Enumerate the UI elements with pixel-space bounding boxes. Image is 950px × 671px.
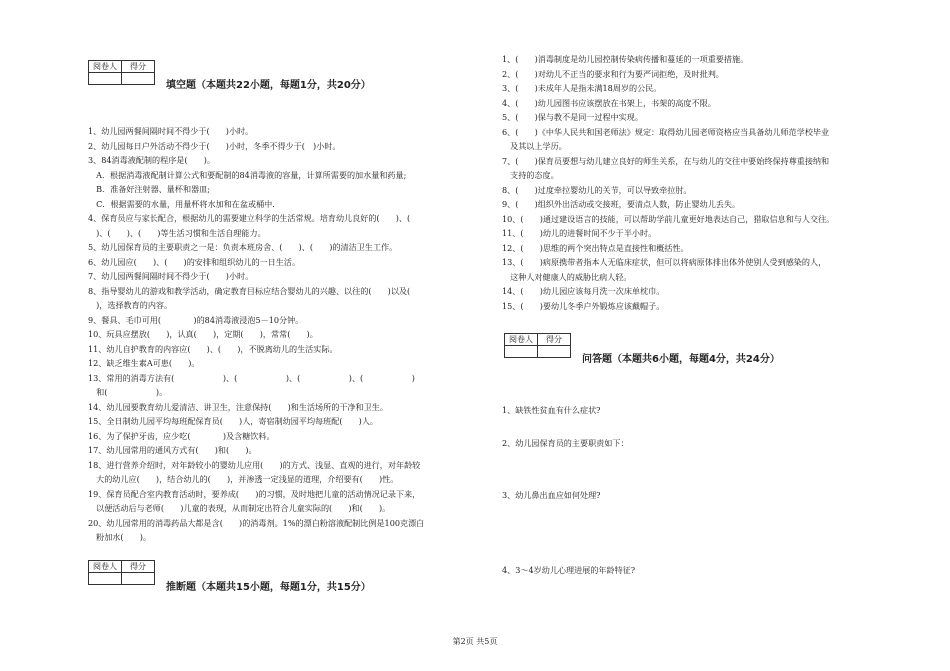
score-box-fill <box>88 60 155 85</box>
judge-question-line: 这种人对健康人的威胁比病人轻。 <box>502 271 632 282</box>
judge-question-line: 8、( )过度牵拉婴幼儿的关节，可以导致牵拉肘。 <box>502 184 692 195</box>
judge-question-line: 及其以上学历。 <box>502 141 567 151</box>
fill-question-line: 7、幼儿园两餐间隔时间不得少于( )小时。 <box>88 271 254 281</box>
fill-question-line: 8、指导婴幼儿的游戏和教学活动，确定教育目标应结合婴幼儿的兴趣、以往的( )以及( <box>88 285 427 296</box>
judge-question-line: 12、( )思维的两个突出特点是直接性和概括性。 <box>502 242 689 253</box>
fill-question-line: 3、84消毒液配制的程序是( )。 <box>88 155 215 165</box>
qa-question-line: 1、缺铁性贫血有什么症状? <box>502 405 601 415</box>
fill-question-line: 15、全日制幼儿园平均每班配保育员( )人，寄宿制幼园平均每班配( )人。 <box>88 416 379 426</box>
judge-question-line: 9、( )组织外出活动或交接班，要清点人数，防止婴幼儿丢失。 <box>502 199 741 209</box>
fill-question-line: 5、幼儿园保育员的主要职责之一是：负责本班房舍、( )、( )的清洁卫生工作。 <box>88 242 398 252</box>
section-title-fill: 填空题（本题共22小题，每题1分，共20分） <box>166 80 371 91</box>
judge-question-line: 10、( )通过建设语言的技能，可以帮助学前儿童更好地表达自己，猎取信息和与人交往。 <box>502 213 835 224</box>
fill-question-line: 16、为了保护牙齿，应少吃( )及含糖饮料。 <box>88 430 275 441</box>
score-cell[interactable] <box>122 73 155 85</box>
reviewer-cell[interactable] <box>89 73 122 85</box>
judge-question-line: 支持的态度。 <box>502 170 559 180</box>
fill-question-line: 19、保育员配合室内教育活动时，要养成( )的习惯，及时地把儿童的活动情况记录下来， <box>88 488 421 499</box>
fill-question-line: 4、保育员应与家长配合，根据幼儿的需要建立科学的生活常规。培育幼儿良好的( )、( <box>88 213 427 223</box>
judge-question-line: 2、( )对幼儿不正当的要求和行为要严词拒绝，及时批判。 <box>502 68 724 79</box>
score-cell[interactable] <box>122 573 155 585</box>
reviewer-cell[interactable] <box>89 573 122 585</box>
score-box-judge <box>88 560 155 585</box>
judge-question-line: 4、( )幼儿园图书应该摆放在书架上，书架的高度不限。 <box>502 97 716 108</box>
fill-question-line: 13、常用的消毒方法有( )、( )、( )、( ) <box>88 372 415 383</box>
reviewer-label: 阅卷人 <box>505 334 538 346</box>
fill-question-line: 9、餐具、毛巾可用( )的84消毒液浸泡5－10分钟。 <box>88 314 304 325</box>
fill-question-line: 18、进行营养介绍时，对年龄较小的婴幼儿应用( )的方式、浅显、直观的进行，对年龄较 <box>88 459 421 470</box>
fill-question-line: )，选择教育的内容。 <box>88 300 173 310</box>
judge-question-line: 15、( )要幼儿冬季户外锻炼应该戴帽子。 <box>502 300 665 311</box>
fill-question-line: B．准备好注射器、量杯和器皿; <box>88 184 210 194</box>
judge-question-line: 14、( )幼儿园应该每月洗一次床单枕巾。 <box>502 286 665 296</box>
section-title-judge: 推断题（本题共15小题，每题1分，共15分） <box>166 582 371 593</box>
score-label: 得分 <box>122 61 155 73</box>
fill-question-line: 以便活动后与老师( )儿童的表现，从而制定出符合儿童实际的( )和( )。 <box>88 503 391 513</box>
judge-question-line: 1、( )消毒制度是幼儿园控制传染病传播和蔓延的一项重要措施。 <box>502 54 749 64</box>
score-label: 得分 <box>122 561 155 573</box>
judge-question-line: 5、( )保与教不是同一过程中实现。 <box>502 112 643 122</box>
fill-question-line: 11、幼儿自护教育的内容应( )、( )，不脱离幼儿的生活实际。 <box>88 343 338 354</box>
fill-question-line: 6、幼儿园应( )、( )的安排和组织幼儿的一日生活。 <box>88 256 301 267</box>
reviewer-label: 阅卷人 <box>89 561 122 573</box>
qa-question-line: 2、幼儿园保育员的主要职责如下： <box>502 438 629 448</box>
qa-question-line: 3、幼儿鼻出血应如何处理? <box>502 490 601 500</box>
score-cell[interactable] <box>538 346 571 358</box>
fill-question-line: 20、幼儿园常用的消毒药品大都是含( )的消毒剂。1%的漂白粉溶液配制比例是100克漂白 <box>88 517 425 528</box>
fill-question-line: A．根据消毒液配制计算公式和要配制的84消毒液的容量，计算所需要的加水量和药量; <box>88 169 407 180</box>
fill-question-line: 2、幼儿园每日户外活动不得少于( )小时，冬季不得少于( )小时。 <box>88 140 341 151</box>
fill-question-line: 大的幼儿应( )，结合幼儿的( )，并渗透一定浅显的道理，介绍要有( )性。 <box>88 474 399 484</box>
score-label: 得分 <box>538 334 571 346</box>
fill-question-line: 10、玩具应摆放( )，认真( )，定期( )，常常( )。 <box>88 329 318 339</box>
judge-question-line: 11、( )幼儿的进餐时间不少于半小时。 <box>502 228 657 238</box>
reviewer-cell[interactable] <box>505 346 538 358</box>
fill-question-line: 1、幼儿园两餐间隔时间不得少于( )小时。 <box>88 126 254 136</box>
reviewer-label: 阅卷人 <box>89 61 122 73</box>
judge-question-line: 13、( )病原携带者指本人无临床症状，但可以将病原体排出体外使别人受到感染的人， <box>502 257 827 267</box>
fill-question-line: )、( )、( )等生活习惯和生活自理能力。 <box>88 227 266 238</box>
fill-question-line: 12、缺乏维生素A可患( )。 <box>88 358 200 368</box>
judge-question-line: 7、( )保育员要想与幼儿建立良好的师生关系，在与幼儿的交往中要始终保持尊重接纳和 <box>502 155 830 166</box>
score-box-qa <box>504 333 571 358</box>
fill-question-line: C．根据需要的水量，用量杯将水加和在盆或桶中. <box>88 198 275 209</box>
fill-question-line: 17、幼儿园常用的通风方式有( )和( )。 <box>88 445 257 455</box>
page-footer: 第2页 共5页 <box>452 637 498 646</box>
fill-question-line: 和( )。 <box>88 387 168 397</box>
judge-question-line: 3、( )未成年人是指未满18周岁的公民。 <box>502 83 662 93</box>
qa-question-line: 4、3～4岁幼儿心理进展的年龄特征? <box>502 565 636 575</box>
fill-question-line: 粉加水( )。 <box>88 532 151 542</box>
judge-question-line: 6、( )《中华人民共和国老师法》规定：取得幼儿园老师资格应当具备幼儿师范学校毕业 <box>502 126 830 137</box>
fill-question-line: 14、幼儿园要教育幼儿爱清洁、讲卫生，注意保持( )和生活场所的干净和卫生。 <box>88 401 388 412</box>
section-title-qa: 问答题（本题共6小题，每题4分，共24分） <box>582 354 780 365</box>
